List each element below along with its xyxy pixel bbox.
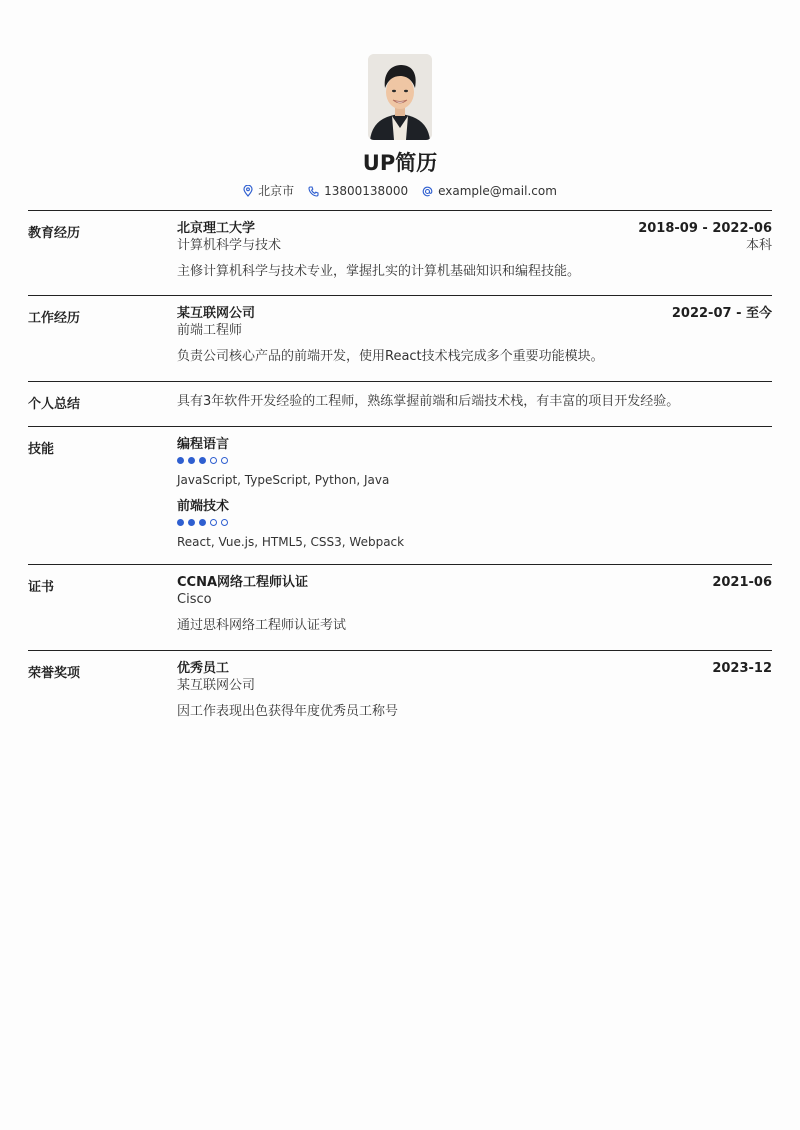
- skill-item: [177, 436, 772, 488]
- skill-dot-empty: [210, 457, 217, 464]
- skill-dot-filled: [177, 519, 184, 526]
- skill-dot-empty: [210, 519, 217, 526]
- certificate-desc: 通过思科网络工程师认证考试: [177, 618, 347, 633]
- award-org: 某互联网公司: [177, 678, 256, 693]
- contact-email: [422, 183, 557, 199]
- at-sign-icon: [422, 186, 433, 197]
- skill-dot-filled: [188, 519, 195, 526]
- summary-entry: [177, 393, 772, 411]
- award-name: 优秀员工: [177, 661, 230, 676]
- skill-desc: React, Vue.js, HTML5, CSS3, Webpack: [177, 535, 405, 549]
- contact-info: [0, 183, 800, 199]
- email-text: example@mail.com: [438, 184, 557, 198]
- summary-section: [28, 381, 772, 427]
- phone-text: 13800138000: [324, 184, 409, 198]
- section-title: 证书: [28, 580, 55, 595]
- person-portrait-icon: [368, 54, 432, 140]
- section-title: 个人总结: [28, 397, 81, 412]
- skill-name: 前端技术: [177, 499, 230, 514]
- contact-location: [243, 183, 294, 199]
- education-section: [28, 210, 772, 296]
- location-text: 北京市: [258, 184, 295, 198]
- certificate-issuer: Cisco: [177, 592, 212, 607]
- position-name: 前端工程师: [177, 323, 243, 338]
- summary-text: 具有3年软件开发经验的工程师，熟练掌握前端和后端技术栈，有丰富的项目开发经验。: [177, 394, 680, 409]
- skill-item: [177, 498, 772, 550]
- school-name: 北京理工大学: [177, 221, 256, 236]
- skills-section: [28, 426, 772, 565]
- skill-dot-empty: [221, 519, 228, 526]
- certificate-name: CCNA网络工程师认证: [177, 575, 309, 590]
- work-entry: [177, 305, 772, 366]
- education-desc: 主修计算机科学与技术专业，掌握扎实的计算机基础知识和编程技能。: [177, 264, 581, 279]
- section-title: 技能: [28, 442, 55, 457]
- skill-dot-empty: [221, 457, 228, 464]
- certificate-entry: [177, 574, 772, 635]
- company-name: 某互联网公司: [177, 306, 256, 321]
- work-desc: 负责公司核心产品的前端开发，使用React技术栈完成多个重要功能模块。: [177, 349, 604, 364]
- skill-level-1: [177, 519, 772, 528]
- certificates-section: [28, 564, 772, 650]
- award-date: 2023-12: [712, 661, 772, 676]
- skill-dot-filled: [177, 457, 184, 464]
- skill-dot-filled: [199, 519, 206, 526]
- skill-desc: JavaScript, TypeScript, Python, Java: [177, 473, 390, 487]
- phone-icon: [308, 186, 319, 197]
- award-desc: 因工作表现出色获得年度优秀员工称号: [177, 704, 399, 719]
- major-name: 计算机科学与技术: [177, 238, 282, 253]
- location-pin-icon: [243, 185, 253, 197]
- section-title: 荣誉奖项: [28, 666, 81, 681]
- contact-phone: [308, 183, 408, 199]
- skills-list: [177, 436, 772, 550]
- degree-name: 本科: [745, 238, 772, 253]
- resume-name: UP简历: [362, 151, 438, 175]
- skill-dot-filled: [199, 457, 206, 464]
- education-entry: [177, 220, 772, 281]
- awards-section: [28, 650, 772, 736]
- work-date: 2022-07 - 至今: [671, 306, 772, 321]
- award-entry: [177, 660, 772, 721]
- education-date: 2018-09 - 2022-06: [638, 221, 772, 236]
- skill-level-0: [177, 457, 772, 466]
- work-section: [28, 295, 772, 381]
- skill-dot-filled: [188, 457, 195, 464]
- certificate-date: 2021-06: [712, 575, 772, 590]
- skill-name: 编程语言: [177, 437, 230, 452]
- section-title: 教育经历: [28, 226, 81, 241]
- resume-header: [0, 54, 800, 199]
- section-title: 工作经历: [28, 311, 81, 326]
